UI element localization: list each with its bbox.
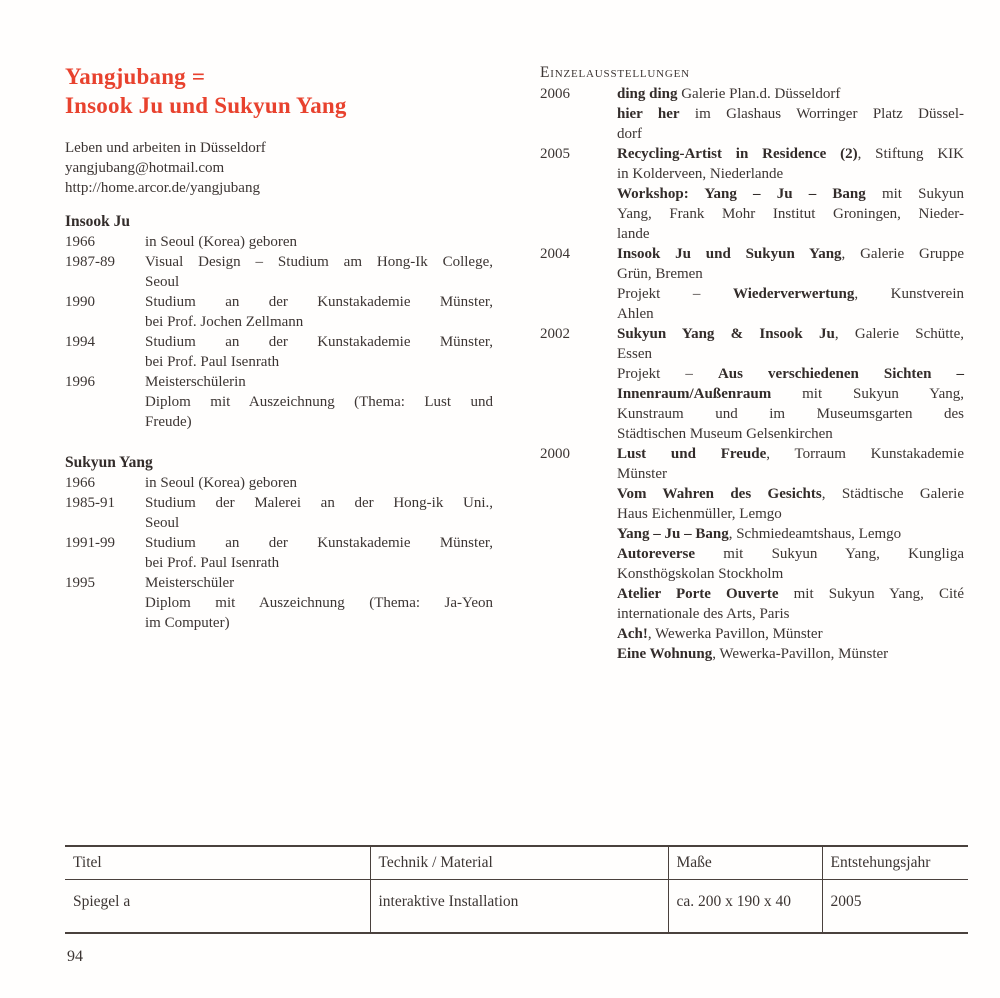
table-cell: Spiegel a [65,880,370,934]
text-line [617,424,964,444]
text-line [145,232,493,252]
text-line [617,564,964,584]
text-run: Seoul [145,274,180,290]
text-run: Studium an der Kunstakademie Münster, [145,294,493,310]
bio-text [145,232,493,252]
exhibition-text [617,144,964,244]
text-line [617,244,964,264]
bio-text [145,493,493,533]
worklist-table [65,845,968,934]
bio-year: 1990 [65,294,95,310]
text-line [617,144,964,164]
bio-entry [65,533,493,573]
text-line [617,604,964,624]
text-run: bei Prof. Paul Isenrath [145,555,280,571]
text-line [617,264,964,284]
text-run: Ahlen [617,306,654,322]
text-line [617,364,964,384]
text-run: bei Prof. Paul Isenrath [145,354,280,370]
text-line [145,392,493,412]
text-run: Meisterschülerin [145,374,246,390]
bold-run: Lust und Freude [617,446,767,462]
text-run: Projekt – [617,366,718,382]
exhibition-entry [540,244,964,324]
exhibition-entry [540,324,964,444]
text-run: bei Prof. Jochen Zellmann [145,314,304,330]
text-run: in Seoul (Korea) geboren [145,475,298,491]
bio-entry [65,252,493,292]
bold-run: Wiederverwertung [732,286,855,302]
bold-run: Yang – Ju – Bang [617,526,729,542]
text-run: internationale des Arts, Paris [617,606,790,622]
text-line [617,184,964,204]
text-line [617,124,964,144]
text-line [145,613,493,633]
bio-entry [65,292,493,332]
title-line-2: Insook Ju und Sukyun Yang [65,93,347,118]
exhibition-text [617,324,964,444]
exhibition-year: 2006 [540,86,570,102]
text-line [145,292,493,312]
text-line [617,384,964,404]
text-line [145,272,493,292]
text-line [617,204,964,224]
text-run: , Stiftung KIK [857,146,964,162]
text-line [617,104,964,124]
text-line [145,312,493,332]
text-run: mit Sukyun [865,186,964,202]
bold-run: Insook Ju und Sukyun Yang [617,246,842,262]
text-line [145,332,493,352]
bio-year: 1985-91 [65,495,115,511]
text-run: mit Sukyun Yang, [771,386,964,402]
text-run: , Wewerka Pavillon, Münster [647,626,823,642]
text-run: Studium an der Kunstakademie Münster, [145,334,493,350]
bold-run: ding ding [617,86,678,102]
bold-run: hier her [617,106,680,122]
email-text: yangjubang@hotmail.com [65,160,225,176]
exhibition-year: 2000 [540,446,570,462]
text-line [617,344,964,364]
text-run: Grün, Bremen [617,266,703,282]
text-run: Kunstraum und im Museumsgarten des [617,406,964,422]
text-run: , Galerie Schütte, [834,326,964,342]
bio-year: 1987-89 [65,254,115,270]
text-run: , Torraum Kunstakademie [766,446,964,462]
page-number: 94 [67,948,83,965]
text-run: Diplom mit Auszeichnung (Thema: Ja-Yeon [145,595,493,611]
bio-text [145,292,493,332]
bold-run: Innenraum/Außenraum [617,386,772,402]
text-line [617,444,964,464]
exhibitions-heading: Einzelausstellungen [540,64,690,81]
exhibition-year: 2004 [540,246,570,262]
text-line [145,352,493,372]
text-run: Yang, Frank Mohr Institut Groningen, Nieder- [617,206,964,222]
exhibition-entry [540,84,964,144]
bio-entry [65,493,493,533]
bio-entry [65,372,493,432]
bio-entry [65,332,493,372]
bold-run: Eine Wohnung [617,646,713,662]
text-run: in Kolderveen, Niederlande [617,166,784,182]
text-line [617,584,964,604]
text-line [145,593,493,613]
text-line [617,464,964,484]
bio-year: 1996 [65,374,95,390]
text-line [617,524,964,544]
exhibition-year: 2005 [540,146,570,162]
table-header-row [65,846,968,880]
bio-entry [65,473,493,493]
text-run: in Seoul (Korea) geboren [145,234,298,250]
page-title [65,62,493,120]
text-run: Diplom mit Auszeichnung (Thema: Lust und [145,394,493,410]
bio-text [145,533,493,573]
text-run: , Städtische Galerie [821,486,964,502]
left-column [65,62,493,633]
text-run: Haus Eichenmüller, Lemgo [617,506,782,522]
bold-run: Autoreverse [617,546,696,562]
bio-year: 1994 [65,334,95,350]
text-run: , Wewerka-Pavillon, Münster [712,646,889,662]
text-line [145,473,493,493]
text-line [617,504,964,524]
bio-entry [65,232,493,252]
bold-run: Vom Wahren des Gesichts [617,486,822,502]
table-row [65,880,968,934]
column-header: Maße [668,846,822,880]
text-run: lande [617,226,650,242]
exhibition-year: 2002 [540,326,570,342]
text-run: im Glashaus Worringer Platz Düssel- [679,106,964,122]
text-line [617,544,964,564]
text-run: Studium der Malerei an der Hong-ik Uni., [145,495,493,511]
text-line [145,553,493,573]
contact-block [65,138,493,198]
text-line [617,304,964,324]
bold-run: Aus verschiedenen Sichten – [717,366,964,382]
bio-text [145,573,493,633]
website-text: http://home.arcor.de/yangjubang [65,180,260,196]
bio-section [65,453,493,633]
column-header: Titel [65,846,370,880]
text-run: mit Sukyun Yang, Cité [778,586,964,602]
text-line [145,573,493,593]
right-column [540,62,964,664]
text-run: Städtischen Museum Gelsenkirchen [617,426,833,442]
text-run: Galerie Plan.d. Düsseldorf [677,86,841,102]
text-run: , Galerie Gruppe [841,246,964,262]
text-run: Freude) [145,414,192,430]
residence-line: Leben und arbeiten in Düsseldorf [65,140,266,156]
text-run: Essen [617,346,652,362]
text-line [145,533,493,553]
bio-year: 1995 [65,575,95,591]
bio-text [145,252,493,292]
text-run: Studium an der Kunstakademie Münster, [145,535,493,551]
text-line [617,484,964,504]
text-line [617,324,964,344]
text-run: im Computer) [145,615,230,631]
text-run: , Schmiedeamtshaus, Lemgo [728,526,902,542]
text-run: dorf [617,126,642,142]
bio-text [145,332,493,372]
bio-year: 1966 [65,234,95,250]
bio-year: 1991-99 [65,535,115,551]
text-run: Visual Design – Studium am Hong-Ik College, [145,254,493,270]
column-header: Technik / Material [370,846,668,880]
text-run: Projekt – [617,286,733,302]
bio-name: Sukyun Yang [65,454,153,471]
table-cell: ca. 200 x 190 x 40 [668,880,822,934]
text-line [145,513,493,533]
text-line [617,624,964,644]
bold-run: Sukyun Yang & Insook Ju [617,326,835,342]
column-header: Entstehungsjahr [822,846,968,880]
text-run: Münster [617,466,667,482]
text-line [617,284,964,304]
biography-sections [65,212,493,633]
bio-entry [65,573,493,633]
text-line [145,252,493,272]
bio-year: 1966 [65,475,95,491]
bold-run: Atelier Porte Ouverte [617,586,779,602]
bold-run: Workshop: Yang – Ju – Bang [617,186,866,202]
exhibition-text [617,444,964,664]
exhibition-entry [540,144,964,244]
bio-name: Insook Ju [65,213,131,230]
text-line [617,164,964,184]
title-line-1: Yangjubang = [65,64,206,89]
table-cell: 2005 [822,880,968,934]
exhibition-text [617,244,964,324]
text-run: , Kunstverein [854,286,964,302]
text-line [617,84,964,104]
text-line [145,372,493,392]
table-cell: interaktive Installation [370,880,668,934]
exhibition-entry [540,444,964,664]
bio-section [65,212,493,432]
text-run: Seoul [145,515,180,531]
text-run: Konsthögskolan Stockholm [617,566,784,582]
bold-run: Recycling-Artist in Residence (2) [617,146,858,162]
text-line [145,493,493,513]
text-line [145,412,493,432]
exhibition-text [617,84,964,144]
bio-text [145,372,493,432]
text-line [617,404,964,424]
text-run: mit Sukyun Yang, Kungliga [695,546,964,562]
text-line [617,224,964,244]
bio-text [145,473,493,493]
bold-run: Ach! [617,626,648,642]
text-run: Meisterschüler [145,575,235,591]
text-line [617,644,964,664]
exhibitions-list [540,84,964,664]
